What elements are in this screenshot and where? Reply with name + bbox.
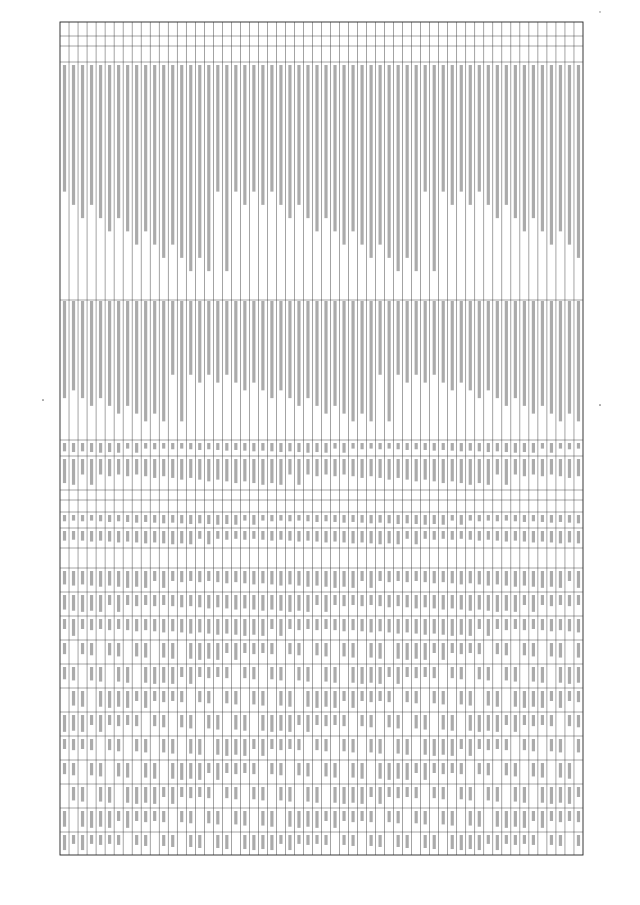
scan-speck (42, 399, 44, 401)
scan-speck (599, 11, 600, 12)
scan-speck (599, 404, 601, 406)
